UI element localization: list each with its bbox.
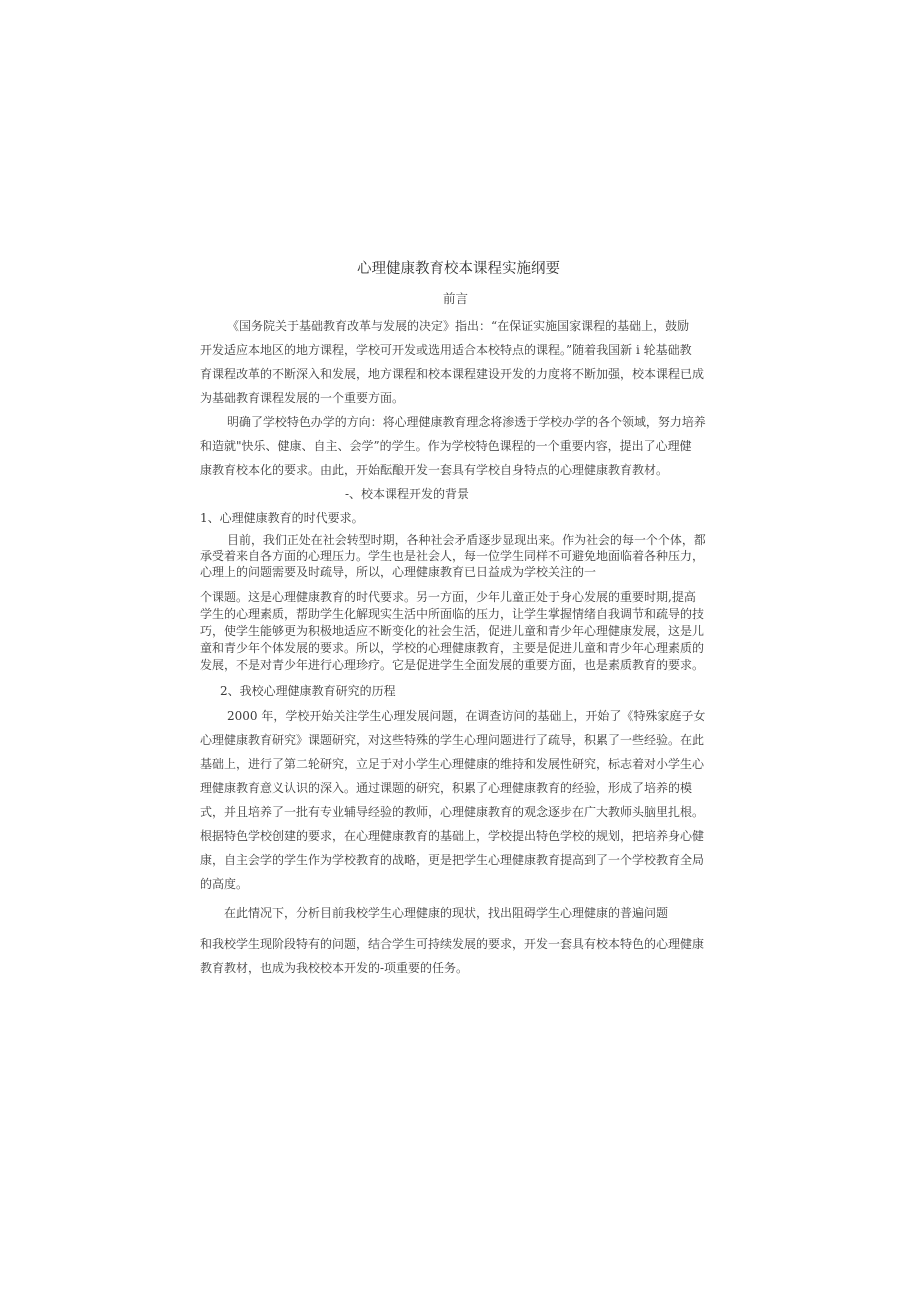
history-line: 基础上，进行了第二轮研究，立足于对小学生心理健康的维持和发展性研究，标志着对小学生心 <box>200 757 705 771</box>
history-line: 2000 年，学校开始关注学生心理发展问题，在调查访问的基础上，开始了《特殊家庭子女 <box>227 709 706 723</box>
history-line: 心理健康教育研究》课题研究，对这些特殊的学生心理问题进行了疏导，积累了一些经验。在此 <box>200 733 705 747</box>
era-line: 承受着来自各方面的心理压力。学生也是社会人，每一位学生同样不可避免地面临着各种压力， <box>200 549 705 563</box>
history-line: 理健康教育意义认识的深入。通过课题的研究，积累了心理健康教育的经验，形成了培养的模 <box>200 781 693 795</box>
preface-line: 《国务院关于基础教育改革与发展的决定》指出：“在保证实施国家课程的基础上，鼓励 <box>227 319 690 333</box>
direction-line: 和造就"快乐、健康、自主、会学”的学生。作为学校特色课程的一个重要内容，提出了心理健 <box>200 439 692 453</box>
subsection-two-heading: 2、我校心理健康教育研究的历程 <box>220 684 396 698</box>
history-line: 式，并且培养了一批有专业辅导经验的教师，心理健康教育的观念逐步在广大教师头脑里扎根。 <box>200 805 705 819</box>
preface-line: 育课程改革的不断深入和发展，地方课程和校本课程建设开发的力度将不断加强，校本课程已成 <box>200 367 705 381</box>
era-line: 目前，我们正处在社会转型时期，各种社会矛盾逐步显现出来。作为社会的每一个个体，都 <box>227 533 706 547</box>
preface-heading: 前言 <box>443 291 469 306</box>
era-continued-line: 童和青少年个体发展的要求。所以，学校的心理健康教育，主要是促进儿童和青少年心理素质的 <box>200 641 705 655</box>
history-line: 康，自主会学的学生作为学校教育的战略，更是把学生心理健康教育提高到了一个学校教育全局 <box>200 853 705 867</box>
section-one-heading: -、校本课程开发的背景 <box>345 487 470 501</box>
era-continued-line: 学生的心理素质，帮助学生化解现实生活中所面临的压力，让学生掌握情绪自我调节和疏导的技 <box>200 607 705 621</box>
history-line: 根据特色学校创建的要求，在心理健康教育的基础上，学校提出特色学校的规划，把培养身心健 <box>200 829 705 843</box>
era-line: 心理上的问题需要及时疏导，所以，心理健康教育已日益成为学校关注的一 <box>200 565 597 579</box>
document-title: 心理健康教育校本课程实施纲要 <box>357 261 560 277</box>
preface-line: 为基础教育课程发展的一个重要方面。 <box>200 391 405 405</box>
era-continued-line: 个课题。这是心理健康教育的时代要求。另一方面，少年儿童正处于身心发展的重要时期,提高 <box>200 590 696 604</box>
subsection-one-heading: 1、心理健康教育的时代要求。 <box>200 511 364 525</box>
analysis-line: 在此情况下，分析目前我校学生心理健康的现状，找出阻碍学生心理健康的普遍问题 <box>224 906 669 920</box>
direction-line: 康教育校本化的要求。由此，开始酝酿开发一套具有学校自身特点的心理健康教育教材。 <box>200 463 669 477</box>
task-line: 教育教材，也成为我校校本开发的-项重要的任务。 <box>200 961 469 975</box>
preface-line: 开发适应本地区的地方课程，学校可开发或选用适合本校特点的课程。”随着我国新 i 轮基础教 <box>200 343 692 357</box>
history-line: 的高度。 <box>200 877 249 891</box>
era-continued-line: 发展，不是对青少年进行心理珍疗。它是促进学生全面发展的重要方面，也是素质教育的要求。 <box>200 658 705 672</box>
task-line: 和我校学生现阶段特有的问题，结合学生可持续发展的要求，开发一套具有校本特色的心理健康 <box>200 937 705 951</box>
direction-line: 明确了学校特色办学的方向：将心理健康教育理念将渗透于学校办学的各个领域，努力培养 <box>227 415 706 429</box>
era-continued-line: 巧，使学生能够更为积极地适应不断变化的社会生活，促进儿童和青少年心理健康发展，这是儿 <box>200 624 705 638</box>
